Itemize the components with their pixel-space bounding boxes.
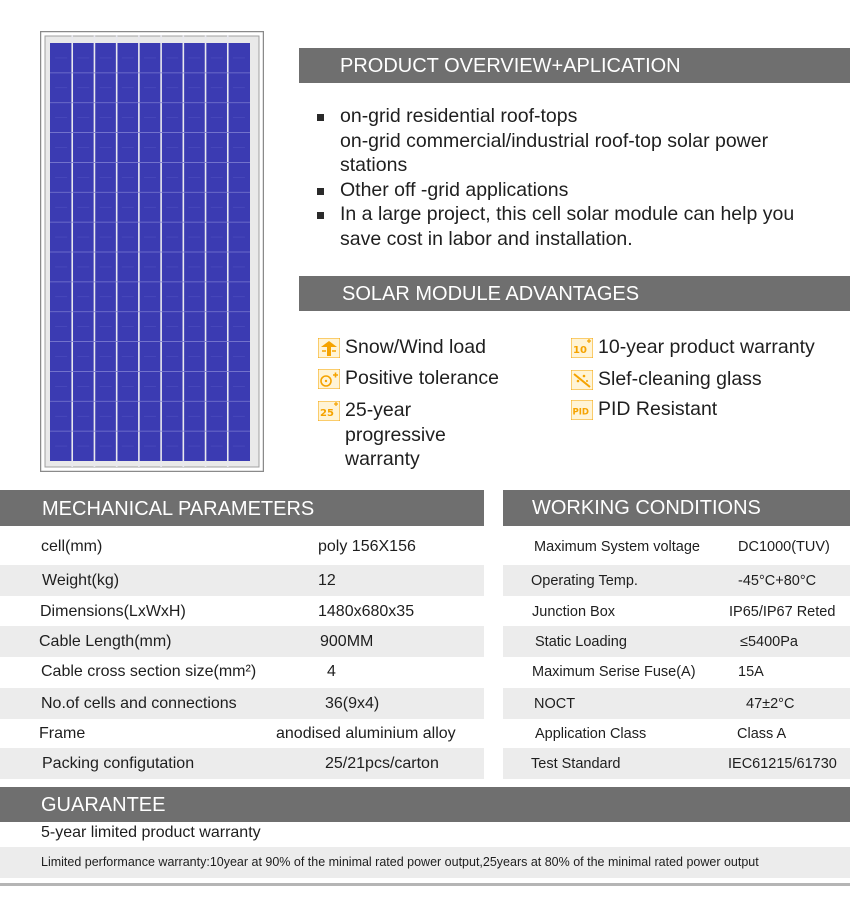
condition-label: Test Standard xyxy=(531,756,621,772)
condition-label: Junction Box xyxy=(532,604,616,620)
10-year-icon xyxy=(571,338,593,358)
overview-item xyxy=(316,202,846,251)
mechanical-row xyxy=(0,565,484,596)
bottom-divider xyxy=(0,883,850,886)
working-row xyxy=(503,596,850,627)
25-year-icon xyxy=(318,401,340,421)
snow-wind-load-icon xyxy=(318,338,340,358)
overview-item xyxy=(316,104,846,129)
condition-label: NOCT xyxy=(534,696,576,712)
bullet-square-icon xyxy=(317,188,324,195)
solar-panel-image xyxy=(40,31,264,472)
condition-value: -45°C+80°C xyxy=(738,573,817,589)
parameter-label: Weight(kg) xyxy=(42,572,120,589)
overview-line: Other off -grid applications xyxy=(340,178,569,201)
parameter-value: anodised aluminium alloy xyxy=(276,725,456,742)
svg-text:10: 10 xyxy=(573,345,587,356)
guarantee-performance-warranty xyxy=(0,847,850,878)
condition-value: IEC61215/61730 xyxy=(728,756,837,772)
working-row xyxy=(503,565,850,596)
condition-value: 15A xyxy=(738,664,764,680)
condition-label: Maximum System voltage xyxy=(534,539,700,555)
overview-line: on-grid residential roof-tops xyxy=(340,105,578,127)
overview-item xyxy=(316,129,846,178)
positive-tolerance-icon xyxy=(318,369,340,389)
parameter-label: No.of cells and connections xyxy=(41,695,237,712)
overview-line: on-grid commercial/industrial roof-top solar power xyxy=(340,129,769,152)
mechanical-row xyxy=(0,688,484,719)
mechanical-row xyxy=(0,531,484,562)
condition-value: IP65/IP67 Reted xyxy=(729,604,836,620)
condition-value: ≤5400Pa xyxy=(740,634,798,650)
parameter-value: 25/21pcs/carton xyxy=(325,755,439,772)
parameter-label: Packing configutation xyxy=(42,755,195,772)
working-row xyxy=(503,626,850,657)
bullet-square-icon xyxy=(317,114,324,121)
parameter-value: 1480x680x35 xyxy=(318,603,415,620)
condition-value: Class A xyxy=(737,726,787,742)
parameter-value: 12 xyxy=(318,572,336,589)
advantage-label: 10-year product warranty xyxy=(598,336,815,358)
pid-icon xyxy=(571,400,593,420)
parameter-label: Cable cross section size(mm²) xyxy=(41,663,257,680)
overview-list xyxy=(316,104,846,251)
mechanical-header: MECHANICAL PARAMETERS xyxy=(0,490,484,526)
working-row xyxy=(503,656,850,687)
condition-value: 47±2°C xyxy=(746,696,795,712)
parameter-value: 900MM xyxy=(320,633,374,650)
guarantee-line-1: 5-year limited product warranty xyxy=(41,824,261,841)
overview-line: stations xyxy=(340,154,408,176)
mechanical-row xyxy=(0,626,484,657)
parameter-label: cell(mm) xyxy=(41,538,103,555)
guarantee-line-2: Limited performance warranty:10year at 90% of the minimal rated power output,25years at 80% of the minimal rated power output xyxy=(41,855,759,869)
parameter-label: Frame xyxy=(39,725,86,742)
overview-header: PRODUCT OVERVIEW+APLICATION xyxy=(299,48,850,83)
working-row xyxy=(503,688,850,719)
advantage-label: Positive tolerance xyxy=(345,367,499,389)
condition-label: Maximum Serise Fuse(A) xyxy=(532,664,696,680)
parameter-label: Cable Length(mm) xyxy=(39,633,172,650)
svg-text:25: 25 xyxy=(320,408,334,419)
condition-value: DC1000(TUV) xyxy=(738,539,830,555)
bullet-square-icon xyxy=(317,212,324,219)
advantage-label: 25-year progressive warranty xyxy=(345,399,446,470)
mechanical-row xyxy=(0,748,484,779)
advantage-label: PID Resistant xyxy=(598,398,718,420)
parameter-value: 4 xyxy=(327,663,336,680)
svg-text:PID: PID xyxy=(572,407,589,418)
mechanical-row xyxy=(0,596,484,627)
working-row xyxy=(503,718,850,749)
parameter-label: Dimensions(LxWxH) xyxy=(40,603,186,620)
advantage-label: Snow/Wind load xyxy=(345,336,486,358)
parameter-value: poly 156X156 xyxy=(318,538,416,555)
guarantee-header: GUARANTEE xyxy=(0,787,850,822)
overview-line: In a large project, this cell solar module can help you xyxy=(340,203,795,225)
guarantee-product-warranty xyxy=(0,823,850,847)
working-row xyxy=(503,748,850,779)
overview-line: save cost in labor and installation. xyxy=(340,227,633,250)
mechanical-row xyxy=(0,656,484,687)
condition-label: Application Class xyxy=(535,726,647,742)
overview-item xyxy=(316,178,846,203)
advantages-header: SOLAR MODULE ADVANTAGES xyxy=(299,276,850,311)
condition-label: Static Loading xyxy=(535,634,627,650)
condition-label: Operating Temp. xyxy=(531,573,638,589)
working-row xyxy=(503,531,850,562)
working-header: WORKING CONDITIONS xyxy=(503,490,850,526)
self-cleaning-icon xyxy=(571,370,593,390)
mechanical-row xyxy=(0,718,484,749)
advantage-label: Slef-cleaning glass xyxy=(598,368,762,390)
parameter-value: 36(9x4) xyxy=(325,695,380,712)
